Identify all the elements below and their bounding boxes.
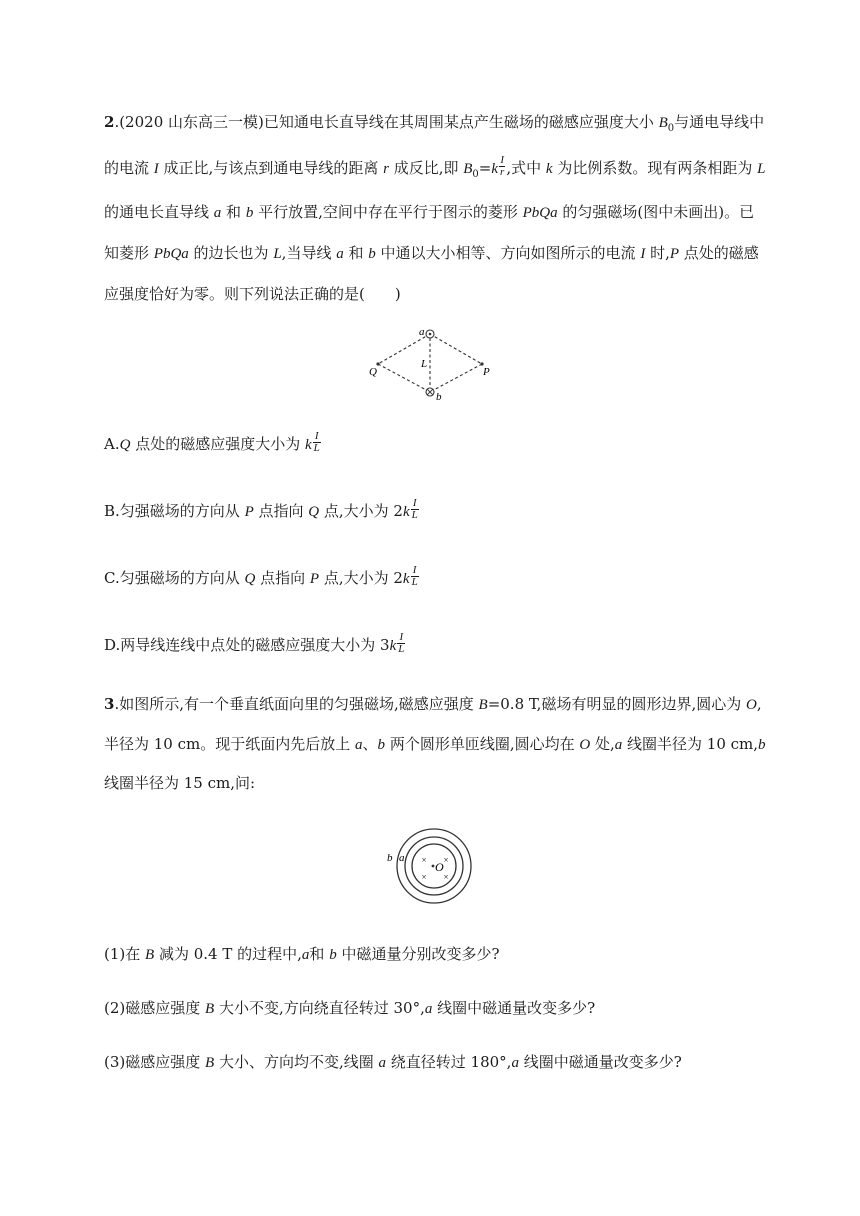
label-a: a bbox=[399, 852, 405, 864]
q3-text: (1)在 bbox=[104, 945, 146, 963]
frac-numerator: I bbox=[313, 431, 321, 443]
q2-line-3 bbox=[104, 202, 756, 223]
q3-number: 3 bbox=[104, 695, 115, 713]
label-b: b bbox=[436, 391, 442, 403]
option-text: C.匀强磁场的方向从 bbox=[104, 569, 245, 587]
cross-mark: × bbox=[421, 872, 427, 882]
q3-text: 和 bbox=[309, 945, 330, 963]
frac-denominator: L bbox=[411, 575, 418, 588]
q3-text: =0.8 T,磁场有明显的圆形边界,圆心为 bbox=[487, 695, 746, 713]
q2-text: 为比例系数。现有两条相距为 bbox=[552, 159, 758, 177]
q3-text: 、 bbox=[362, 735, 378, 753]
fraction-I-over-r bbox=[499, 155, 505, 178]
concentric-circles-figure bbox=[384, 824, 476, 908]
q3-sub-2 bbox=[104, 998, 756, 1019]
var-k: k bbox=[402, 571, 410, 587]
option-text: 点,大小为 2 bbox=[319, 502, 403, 520]
option-text: B.匀强磁场的方向从 bbox=[104, 502, 245, 520]
q2-line-4 bbox=[104, 243, 759, 264]
var-B: B bbox=[145, 947, 155, 963]
sub-0: 0 bbox=[667, 123, 675, 134]
q2-number: 2 bbox=[104, 113, 115, 131]
q2-text: 知菱形 bbox=[104, 244, 154, 262]
var-b: b bbox=[245, 205, 254, 221]
q3-text: (3)磁感应强度 bbox=[104, 1053, 206, 1071]
q3-text: 线圈半径为 10 cm, bbox=[622, 735, 759, 753]
var-Q: Q bbox=[308, 504, 320, 520]
var-B: B bbox=[658, 115, 668, 131]
option-B bbox=[104, 496, 756, 522]
var-P: P bbox=[244, 504, 254, 520]
wire-a-out-of-page bbox=[426, 330, 434, 338]
option-text: 点处的磁感应强度大小为 bbox=[130, 435, 305, 453]
label-b: b bbox=[387, 852, 393, 864]
q3-text: (2)磁感应强度 bbox=[104, 999, 206, 1017]
q2-text: 和 bbox=[343, 244, 369, 262]
q2-text: 成正比,与该点到通电导线的距离 bbox=[158, 159, 384, 177]
q2-line-5 bbox=[104, 284, 756, 304]
q2-line-1 bbox=[104, 112, 765, 139]
frac-denominator: r bbox=[500, 165, 505, 178]
q3-text: , bbox=[756, 695, 762, 713]
var-a: a bbox=[511, 1055, 519, 1071]
q2-line-2 bbox=[104, 153, 766, 185]
frac-numerator: I bbox=[411, 498, 419, 510]
label-Q: Q bbox=[369, 366, 377, 378]
frac-numerator: I bbox=[500, 153, 505, 166]
side-aP bbox=[430, 334, 482, 364]
fraction-I-over-L bbox=[411, 565, 419, 588]
var-Q: Q bbox=[244, 571, 256, 587]
var-L: L bbox=[273, 246, 282, 262]
q3-line-2 bbox=[104, 734, 766, 755]
label-a: a bbox=[419, 326, 425, 338]
cross-mark: × bbox=[421, 855, 427, 865]
q2-text: .(2020 山东高三一模)已知通电长直导线在其周围某点产生磁场的磁感应强度大小 bbox=[114, 113, 659, 131]
option-D bbox=[104, 630, 756, 656]
q3-text: 大小、方向均不变,线圈 bbox=[214, 1053, 379, 1071]
q2-text: 中通以大小相等、方向如图所示的电流 bbox=[375, 244, 641, 262]
var-k: k bbox=[389, 638, 397, 654]
option-text: 点,大小为 2 bbox=[319, 569, 403, 587]
var-PbQa: PbQa bbox=[522, 205, 558, 221]
var-B: B bbox=[478, 697, 488, 713]
q3-text: 中磁通量分别改变多少? bbox=[336, 945, 500, 963]
q3-text: 减为 0.4 T 的过程中, bbox=[154, 945, 302, 963]
var-a: a bbox=[424, 1001, 433, 1017]
option-text: D.两导线连线中点处的磁感应强度大小为 3 bbox=[104, 636, 390, 654]
var-a: a bbox=[355, 737, 363, 753]
var-r: r bbox=[383, 161, 389, 177]
var-a: a bbox=[336, 246, 344, 262]
var-B: B bbox=[205, 1001, 215, 1017]
var-a: a bbox=[614, 737, 623, 753]
q3-text: 线圈中磁通量改变多少? bbox=[518, 1053, 682, 1071]
q3-text: 两个圆形单匝线圈,圆心均在 bbox=[385, 735, 580, 753]
q3-sub-3 bbox=[104, 1052, 756, 1073]
var-I: I bbox=[153, 161, 159, 177]
label-L: L bbox=[421, 358, 428, 370]
side-Pb bbox=[430, 364, 482, 392]
q2-text: 时, bbox=[645, 244, 670, 262]
q2-text: ,当导线 bbox=[281, 244, 337, 262]
q3-text: 线圈中磁通量改变多少? bbox=[432, 999, 596, 1017]
var-k: k bbox=[545, 161, 553, 177]
var-O: O bbox=[746, 697, 757, 713]
var-b: b bbox=[329, 947, 337, 963]
label-O: O bbox=[435, 860, 444, 874]
q3-line-3 bbox=[104, 773, 756, 793]
var-b: b bbox=[377, 737, 386, 753]
fraction-I-over-L bbox=[313, 431, 321, 454]
var-b: b bbox=[758, 737, 766, 753]
option-A bbox=[104, 429, 756, 455]
q2-text: 点处的磁感 bbox=[679, 244, 759, 262]
q2-text: 的电流 bbox=[104, 159, 154, 177]
q3-text: 处, bbox=[590, 735, 615, 753]
var-P: P bbox=[309, 571, 320, 587]
var-L: L bbox=[757, 161, 766, 177]
equals: = bbox=[478, 159, 492, 177]
q2-text: 的通电长直导线 bbox=[104, 203, 214, 221]
var-I: I bbox=[640, 246, 646, 262]
q3-text: 线圈半径为 15 cm,问: bbox=[104, 774, 256, 792]
q3-text: 绕直径转过 180°, bbox=[386, 1053, 512, 1071]
q2-text: ,式中 bbox=[506, 159, 546, 177]
option-C bbox=[104, 563, 756, 589]
frac-numerator: I bbox=[397, 632, 405, 644]
q3-text: 大小不变,方向绕直径转过 30°, bbox=[214, 999, 425, 1017]
fraction-I-over-L bbox=[411, 498, 419, 521]
label-P: P bbox=[483, 366, 490, 378]
rhombus-figure bbox=[360, 322, 510, 404]
q2-text: 的匀强磁场(图中未画出)。已 bbox=[557, 203, 755, 221]
q2-text: 和 bbox=[221, 203, 246, 221]
var-k: k bbox=[491, 161, 499, 177]
var-a: a bbox=[213, 205, 222, 221]
q2-text: 与通电导线中 bbox=[674, 113, 765, 131]
frac-denominator: L bbox=[313, 441, 320, 454]
option-text: A. bbox=[104, 435, 120, 453]
frac-numerator: I bbox=[411, 565, 419, 577]
q3-text: 半径为 10 cm。现于纸面内先后放上 bbox=[104, 735, 356, 753]
wire-b-into-page bbox=[426, 388, 434, 396]
var-b: b bbox=[368, 246, 376, 262]
q3-line-1 bbox=[104, 694, 762, 715]
q2-text: 平行放置,空间中存在平行于图示的菱形 bbox=[253, 203, 523, 221]
frac-denominator: L bbox=[411, 508, 418, 521]
cross-mark: × bbox=[443, 855, 449, 865]
option-text: 点指向 bbox=[253, 502, 309, 520]
q2-text: 应强度恰好为零。则下列说法正确的是( ) bbox=[104, 285, 401, 303]
q2-text: 的边长也为 bbox=[188, 244, 274, 262]
var-k: k bbox=[402, 504, 410, 520]
var-P: P bbox=[669, 246, 680, 262]
var-B: B bbox=[205, 1055, 215, 1071]
q2-text: 成反比,即 bbox=[388, 159, 464, 177]
var-B: B bbox=[463, 161, 473, 177]
var-a: a bbox=[301, 947, 310, 963]
q3-sub-1 bbox=[104, 944, 756, 965]
cross-mark: × bbox=[443, 872, 449, 882]
q3-text: .如图所示,有一个垂直纸面向里的匀强磁场,磁感应强度 bbox=[114, 695, 479, 713]
var-k: k bbox=[305, 437, 312, 453]
fraction-I-over-L bbox=[397, 632, 405, 655]
frac-denominator: L bbox=[398, 642, 405, 655]
sub-0: 0 bbox=[472, 169, 479, 180]
var-O: O bbox=[579, 737, 591, 753]
var-Q: Q bbox=[119, 437, 131, 453]
var-PbQa: PbQa bbox=[153, 246, 189, 262]
option-text: 点指向 bbox=[255, 569, 310, 587]
center-point bbox=[432, 865, 435, 868]
var-a: a bbox=[378, 1055, 387, 1071]
